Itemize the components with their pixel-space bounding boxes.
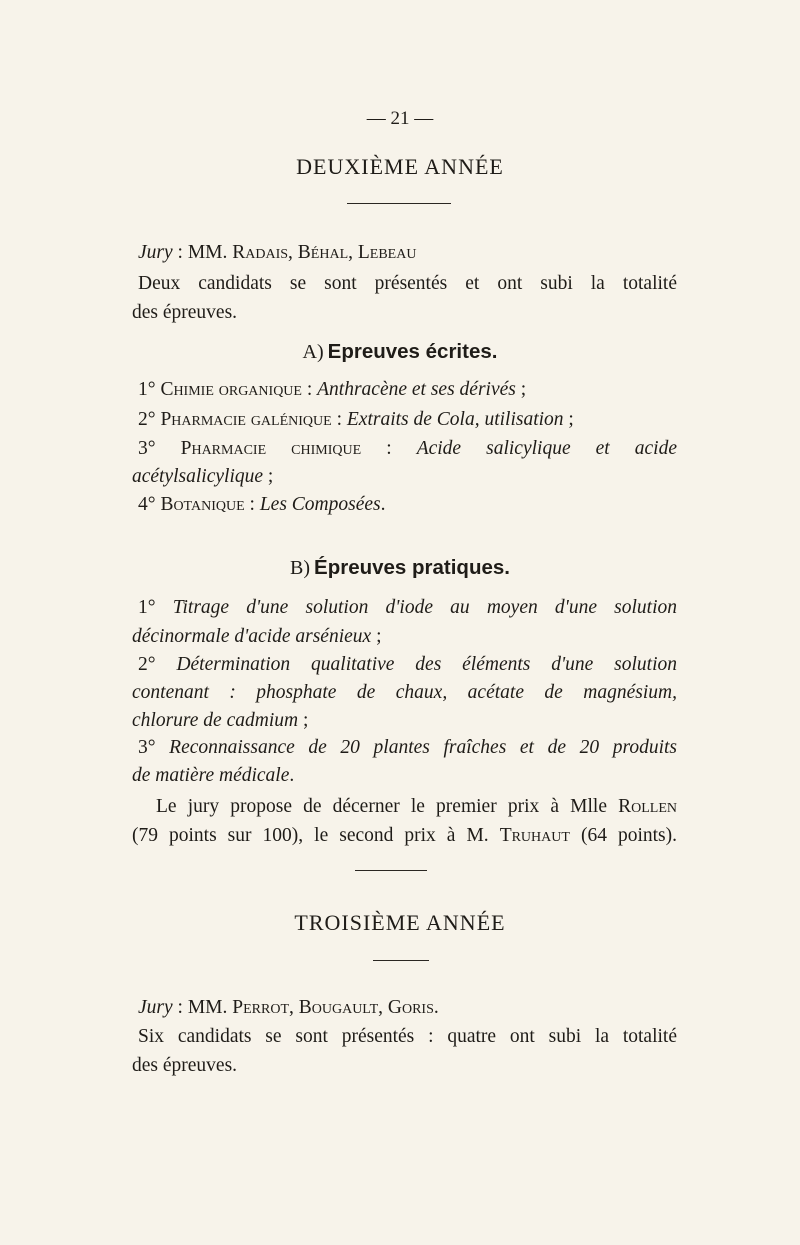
candidates-line-1: Deux candidats se sont présentés et ont subi la totalité: [138, 273, 677, 294]
page-number: — 21 —: [366, 108, 434, 129]
section-title-troisieme-annee: TROISIÈME ANNÉE: [294, 910, 506, 935]
candidates-line-4: des épreuves.: [132, 1055, 238, 1076]
subsection-title-written: A) Epreuves écrites.: [302, 340, 498, 363]
candidates-line-2: des épreuves.: [132, 302, 238, 323]
subsection-title-practical: B) Épreuves pratiques.: [290, 556, 510, 579]
section-divider: [347, 203, 451, 204]
practical-item-3-cont: de matière médicale.: [132, 765, 295, 786]
written-item-2: 2° Pharmacie galénique : Extraits de Cola, utilisation ;: [138, 409, 574, 430]
practical-item-2: 2° Détermination qualitative des éléments d'une solution: [138, 654, 678, 675]
jury-proposal-line-2: (79 points sur 100), le second prix à M. Truhaut (64 points).: [132, 825, 677, 846]
jury-proposal-line-1: Le jury propose de décerner le premier prix à Mlle Rollen: [156, 796, 677, 817]
second-prize-name: Truhaut: [499, 825, 570, 846]
practical-item-2-cont-2: chlorure de cadmium ;: [132, 710, 309, 731]
jury-line-1: Jury : MM. Radais, Béhal, Lebeau: [138, 242, 417, 263]
practical-item-3: 3° Reconnaissance de 20 plantes fraîches et de 20 produits: [138, 737, 677, 758]
jury-names: Radais, Béhal, Lebeau: [232, 242, 417, 263]
jury-line-2: Jury : MM. Perrot, Bougault, Goris.: [138, 997, 439, 1018]
written-item-3-cont: acétylsalicylique ;: [132, 466, 274, 487]
practical-item-1-cont: décinormale d'acide arsénieux ;: [132, 626, 382, 647]
section-divider: [373, 960, 429, 961]
section-separator: [355, 870, 427, 871]
practical-item-1: 1° Titrage d'une solution d'iode au moyen d'une solution: [138, 597, 677, 618]
jury-names: Perrot, Bougault, Goris.: [232, 997, 439, 1018]
candidates-line-3: Six candidats se sont présentés : quatre ont subi la totalité: [138, 1026, 677, 1047]
written-item-3: 3° Pharmacie chimique : Acide salicylique et acide: [138, 438, 677, 459]
written-item-4: 4° Botanique : Les Composées.: [138, 494, 386, 515]
section-title-deuxieme-annee: DEUXIÈME ANNÉE: [296, 154, 504, 179]
practical-item-2-cont: contenant : phosphate de chaux, acétate de magnésium,: [132, 682, 677, 703]
first-prize-name: Rollen: [618, 796, 677, 817]
written-item-1: 1° Chimie organique : Anthracène et ses dérivés ;: [138, 379, 527, 400]
